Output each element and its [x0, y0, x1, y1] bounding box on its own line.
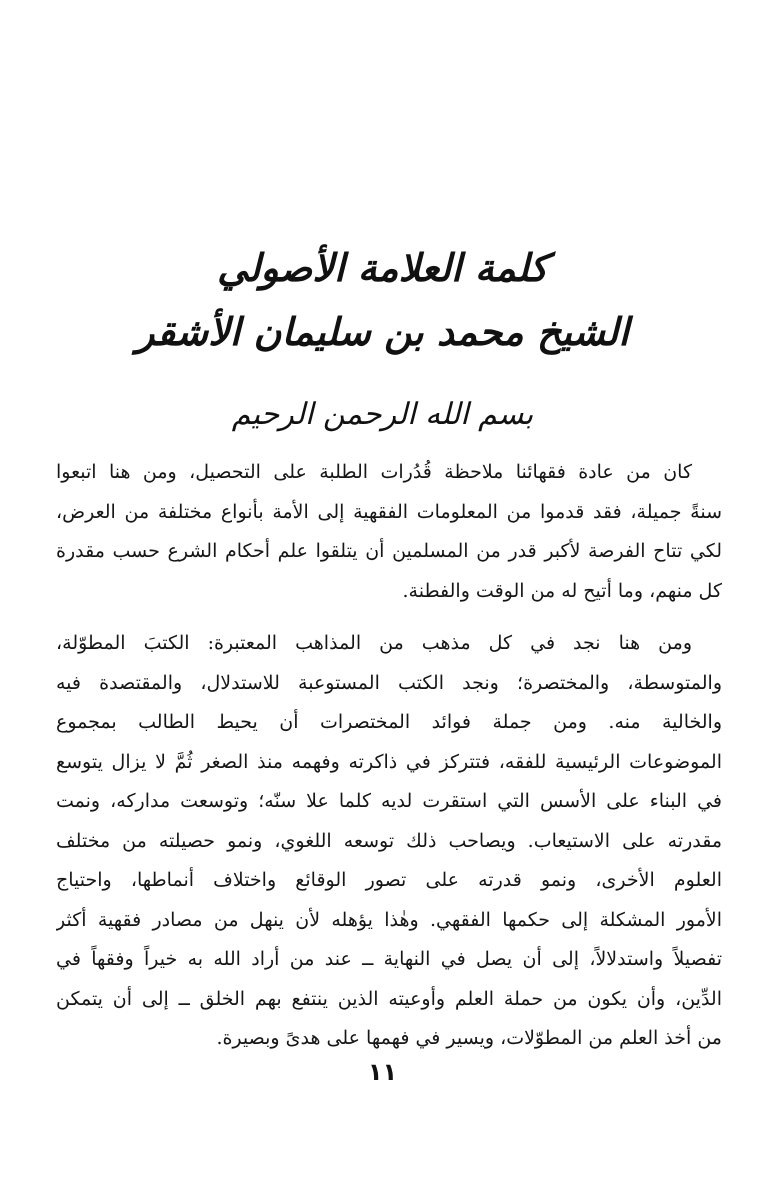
- paragraph-line: كل منهم، وما أتيح له من الوقت والفطنة.: [402, 579, 722, 602]
- paragraph-line: تفصيلاً واستدلالاً، إلى أن يصل في النهاية ــ عند من أراد الله به خيراً وفقهاً في: [56, 948, 722, 970]
- page-number: ١١: [367, 1058, 398, 1086]
- paragraph-line: لكي تتاح الفرصة لأكبر قدر من المسلمين أن يتلقوا علم أحكام الشرع حسب مقدرة: [56, 540, 722, 562]
- paragraph-line: الموضوعات الرئيسية للفقه، فتتركز في ذاكرته وفهمه منذ الصغر ثُمَّ لا يزال يتوسع: [56, 750, 722, 773]
- paragraph-line: والخالية منه. ومن جملة فوائد المختصرات أن يحيط الطالب بمجموع: [56, 711, 722, 733]
- paragraph-1: [56, 453, 722, 611]
- paragraph-2: [56, 624, 722, 1059]
- paragraph-line: ومن هنا نجد في كل مذهب من المذاهب المعتبرة: الكتبَ المطوّلة،: [56, 632, 692, 654]
- paragraph-line: في البناء على الأسس التي استقرت لديه كلما علا سنّه؛ وتوسعت مداركه، ونمت: [56, 790, 722, 812]
- paragraph-line: الدِّين، وأن يكون من حملة العلم وأوعيته الذين ينتفع بهم الخلق ــ إلى أن يتمكن: [56, 987, 722, 1010]
- paragraph-line: الأمور المشكلة إلى حكمها الفقهي. وهٰذا يؤهله لأن ينهل من مصادر فقهية أكثر: [56, 908, 722, 931]
- title-line-1: كلمة العلامة الأصولي: [217, 245, 548, 290]
- title-block: [0, 236, 765, 364]
- title-line-2: الشيخ محمد بن سليمان الأشقر: [136, 309, 629, 354]
- paragraph-line: كان من عادة فقهائنا ملاحظة قُدُرات الطلبة على التحصيل، ومن هنا اتبعوا: [56, 461, 692, 483]
- paragraph-line: العلوم الأخرى، ونمو قدرته على تصور الوقائع واختلاف أنماطها، واحتياج: [56, 869, 722, 891]
- paragraph-line: والمتوسطة، والمختصرة؛ ونجد الكتب المستوعبة للاستدلال، والمقتصدة فيه: [56, 671, 722, 694]
- paragraph-line: من أخذ العلم من المطوّلات، ويسير في فهمها على هدىً وبصيرة.: [216, 1027, 722, 1049]
- paragraph-line: مقدرته على الاستيعاب. ويصاحب ذلك توسعه اللغوي، ونمو حصيلته من مختلف: [56, 829, 722, 852]
- basmala: بسم الله الرحمن الرحيم: [231, 397, 534, 432]
- paragraph-line: سنةً جميلة، فقد قدموا من المعلومات الفقهية إلى الأمة بأنواع مختلفة من العرض،: [56, 500, 722, 523]
